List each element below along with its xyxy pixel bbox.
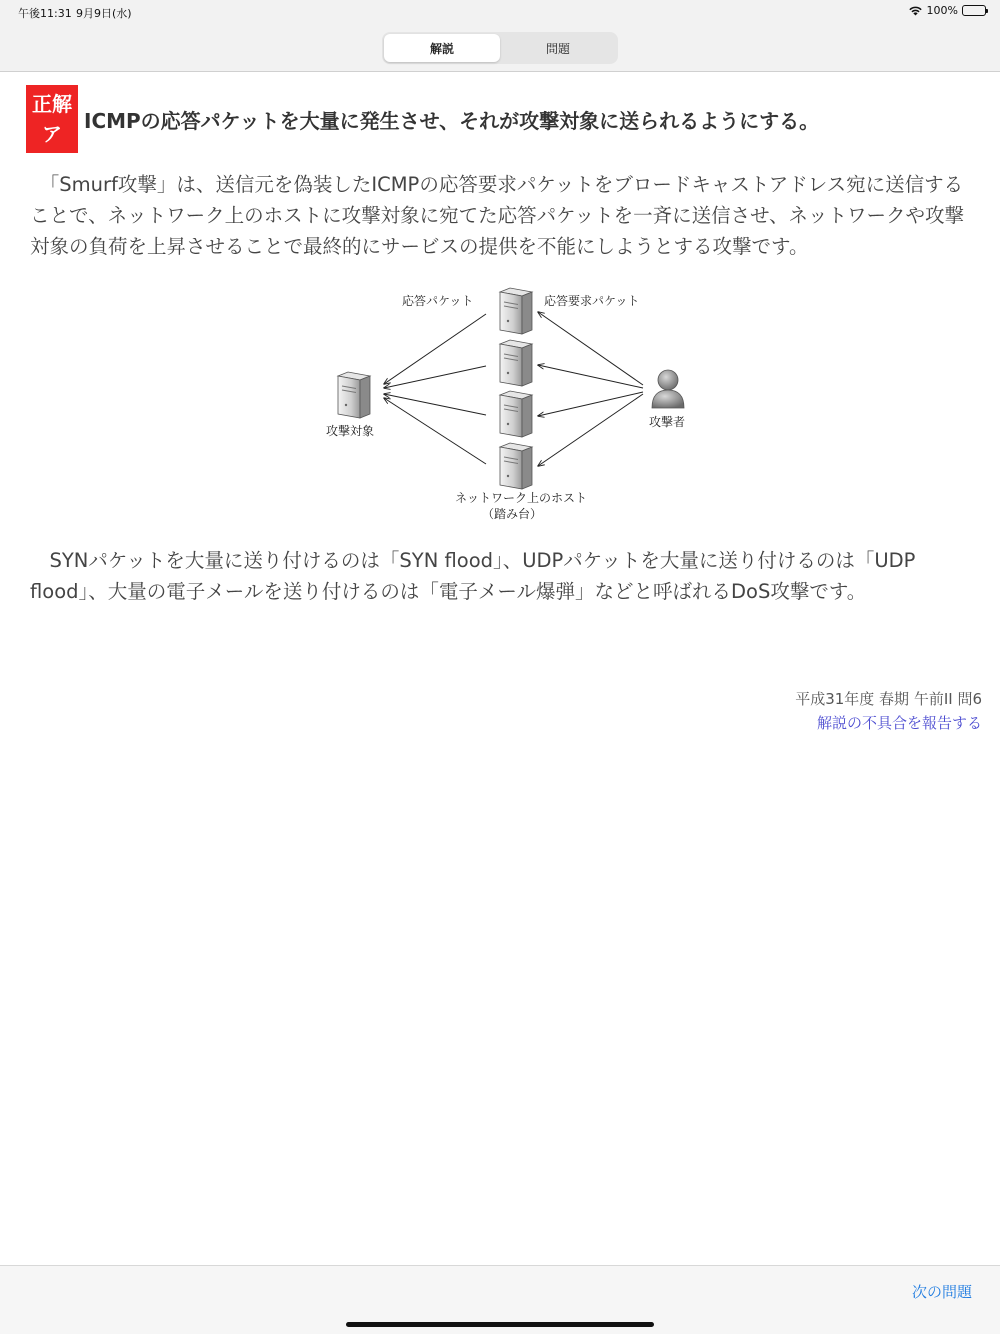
explanation-paragraph-1: 「Smurf攻撃」は、送信元を偽装したICMPの応答要求パケットをブロードキャストアドレス宛に送信することで、ネットワーク上のホストに攻撃対象に宛てた応答パケットを一斉に送信させ、ネットワークや攻撃対象の負荷を上昇させることで最終的にサービスの提供を不能にしようとする攻撃です。 [30, 173, 965, 258]
label-attacker: 攻撃者 [649, 415, 686, 429]
explanation-paragraph-2: SYNパケットを大量に送り付けるのは「SYN flood」、UDPパケットを大量に送り付けるのは「UDP flood」、大量の電子メールを送り付けるのは「電子メール爆弾」などと呼ばれるDoS攻撃です。 [30, 549, 916, 603]
status-bar [0, 0, 1000, 24]
question-source: 平成31年度 春期 午前II 問6 [795, 690, 982, 708]
answer-badge [26, 85, 78, 153]
label-request-packet: 応答要求パケット [544, 294, 640, 308]
report-issue-link[interactable]: 解説の不具合を報告する [816, 714, 982, 732]
nav-bar [0, 24, 1000, 72]
segmented-control [382, 32, 618, 64]
request-arrow-1 [538, 312, 643, 385]
answer-header [26, 85, 986, 153]
wifi-icon [908, 5, 923, 16]
status-time: 午後11:31 [18, 7, 72, 20]
request-arrow-2 [538, 365, 643, 388]
battery-icon [962, 5, 986, 16]
label-hosts-sub: （踏み台） [482, 507, 543, 521]
label-target: 攻撃対象 [326, 424, 375, 438]
bottom-toolbar [0, 1265, 1000, 1334]
status-right [908, 4, 986, 17]
attacker-icon [652, 370, 684, 408]
next-question-button[interactable]: 次の問題 [911, 1283, 972, 1301]
request-arrow-4 [538, 394, 643, 466]
status-date: 9月9日(水) [76, 7, 132, 20]
request-arrow-3 [538, 392, 643, 416]
host-server-3 [500, 391, 532, 437]
answer-badge-text: 正解 ア [32, 92, 72, 146]
response-arrow-4 [384, 398, 486, 464]
host-server-4 [500, 443, 532, 489]
label-response-packet: 応答パケット [402, 294, 474, 308]
home-indicator [346, 1322, 654, 1327]
smurf-attack-diagram [318, 280, 698, 525]
battery-percent: 100% [926, 4, 958, 17]
host-server-2 [500, 340, 532, 386]
response-arrow-3 [384, 394, 486, 415]
tab-explanation[interactable]: 解説 [384, 34, 500, 62]
target-server [338, 372, 370, 418]
label-hosts: ネットワーク上のホスト [455, 491, 588, 505]
response-arrow-2 [384, 366, 486, 388]
response-arrow-1 [384, 314, 486, 384]
host-server-1 [500, 288, 532, 334]
answer-title: ICMPの応答パケットを大量に発生させ、それが攻撃対象に送られるようにする。 [84, 109, 820, 133]
tab-question[interactable]: 問題 [545, 41, 570, 56]
